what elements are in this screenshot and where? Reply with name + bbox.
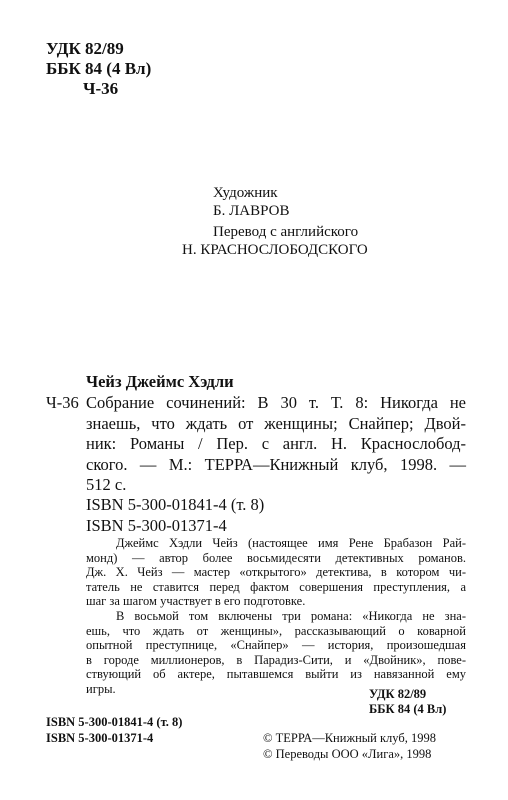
annotation (86, 536, 466, 697)
description-line-last: 512 с. (86, 475, 127, 494)
artist-role: Художник (213, 185, 278, 201)
footer-udk: УДК 82/89 (369, 687, 427, 701)
annotation-line: В восьмой том включены три романа: «Никогда не зна- (116, 608, 466, 623)
copyright-1: © ТЕРРА—Книжный клуб, 1998 (263, 731, 436, 745)
footer-isbn-2: ISBN 5-300-01371-4 (46, 731, 154, 745)
annotation-line: монд) — автор более восьмидесяти детективных романов. (86, 550, 466, 565)
annotation-line: ешь, что ждать от женщины», рассказывающий о коварной (86, 623, 466, 638)
udk-code: УДК 82/89 (46, 39, 124, 58)
annotation-line: игры. (86, 681, 116, 696)
annotation-line: шаг за шагом участвует в его подготовке. (86, 594, 306, 609)
artist-name: Б. ЛАВРОВ (213, 203, 290, 219)
description-line: знаешь, что ждать от женщины; Снайпер; Двой- (86, 413, 466, 433)
annotation-line: в городе миллионеров, в Парадиз-Сити, и «Двойник», пове- (86, 652, 466, 667)
description-line: ского. — М.: ТЕРРА—Книжный клуб, 1998. — (86, 454, 466, 474)
catalog-isbn-2: ISBN 5-300-01371-4 (86, 516, 227, 535)
author-mark: Ч-36 (83, 79, 119, 98)
annotation-line: Джеймс Хэдли Чейз (настоящее имя Рене Брабазон Рай- (116, 536, 466, 550)
catalog-description (86, 393, 466, 475)
footer-bbk: ББК 84 (4 Вл) (369, 702, 447, 716)
author-heading: Чейз Джеймс Хэдли (86, 372, 234, 391)
annotation-line: Дж. Х. Чейз — мастер «открытого» детектива, в котором чи- (86, 565, 466, 580)
translator-name: Н. КРАСНОСЛОБОДСКОГО (182, 242, 368, 258)
catalog-mark: Ч-36 (46, 393, 79, 412)
copyright-2: © Переводы ООО «Лига», 1998 (263, 747, 432, 761)
annotation-line: опытной преступнице, «Снайпер» — история, произошедшая (86, 638, 466, 653)
translation-role: Перевод с английского (213, 224, 359, 240)
description-line: ник: Романы / Пер. с англ. Н. Краснослобод- (86, 434, 466, 453)
description-line: Собрание сочинений: В 30 т. Т. 8: Никогда не (86, 393, 466, 412)
bbk-code: ББК 84 (4 Вл) (46, 59, 152, 78)
annotation-line: ствующий об актере, пытавшемся выйти из навязанной ему (86, 667, 466, 682)
footer-isbn-1: ISBN 5-300-01841-4 (т. 8) (46, 715, 183, 729)
catalog-isbn-1: ISBN 5-300-01841-4 (т. 8) (86, 495, 265, 514)
annotation-line: татель не ставится перед фактом совершения преступления, а (86, 579, 466, 594)
